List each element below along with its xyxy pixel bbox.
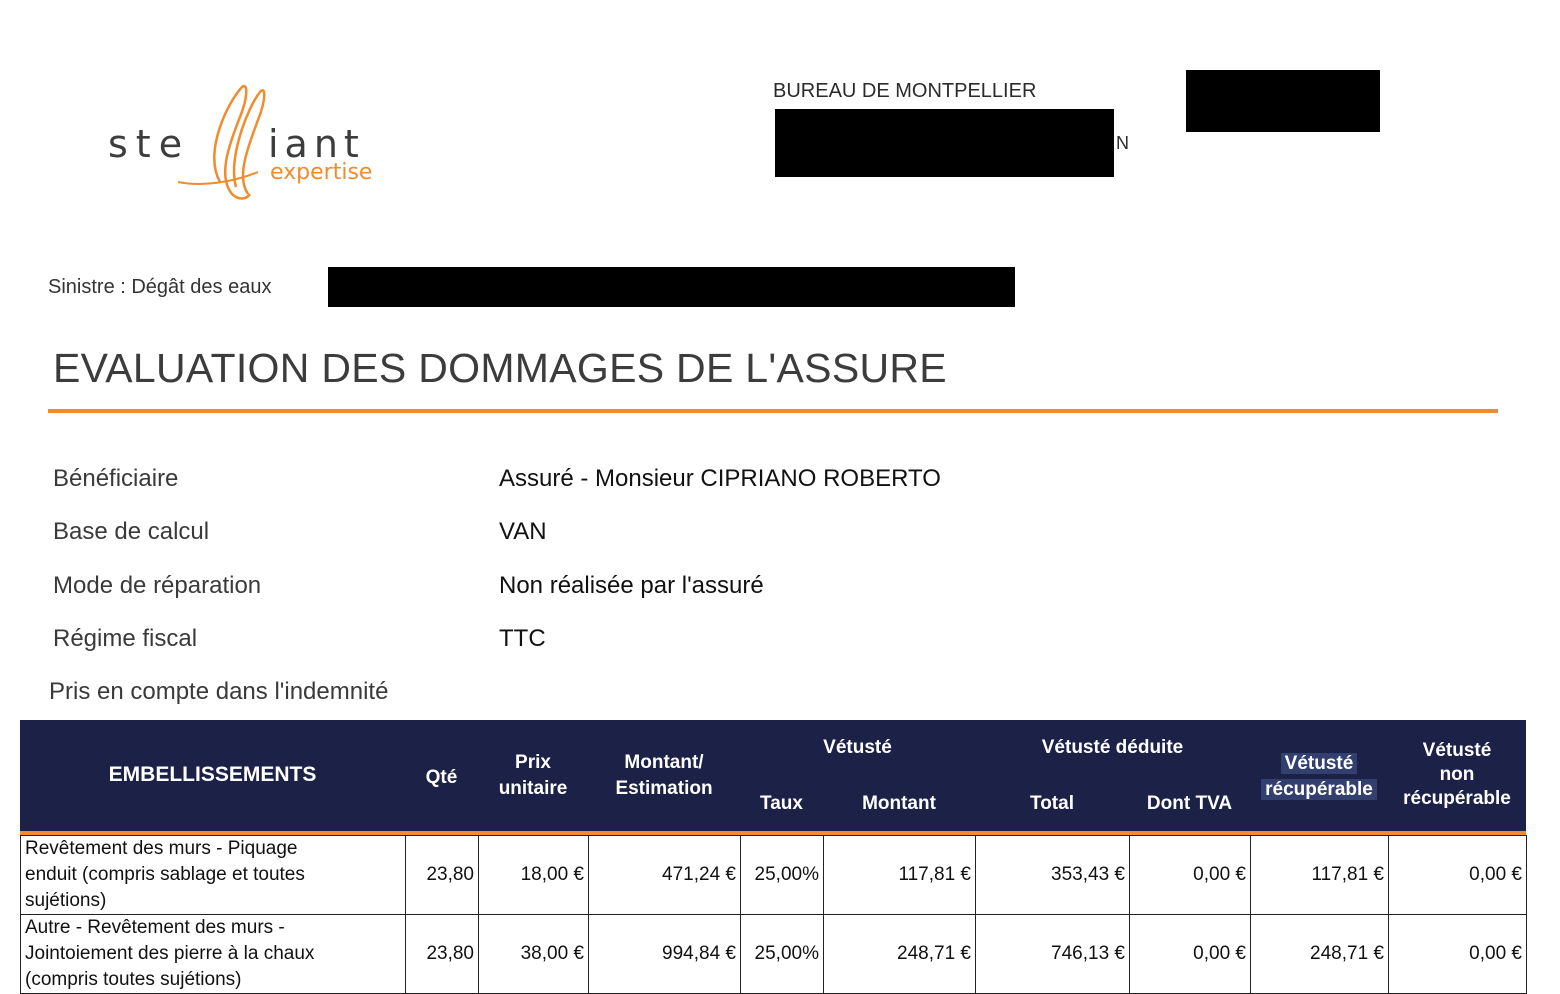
cell-vetuste-montant: 248,71 € <box>824 915 976 994</box>
header-vetuste-deduite: Vétusté déduite <box>1041 737 1184 758</box>
header-embellissements: EMBELLISSEMENTS <box>108 763 317 786</box>
cell-designation: Autre - Revêtement des murs - Jointoiement des pierre à la chaux (compris toutes sujétions) <box>21 915 406 994</box>
table-header <box>20 720 1526 833</box>
base-label: Base de calcul <box>53 518 210 545</box>
svg-text:ste: ste <box>108 122 191 166</box>
table-row <box>21 836 1527 915</box>
regime-value: TTC <box>499 625 546 652</box>
cell-taux: 25,00% <box>741 915 824 994</box>
header-taux: Taux <box>760 793 803 814</box>
cell-vetuste-montant: 117,81 € <box>824 836 976 915</box>
mode-label: Mode de réparation <box>53 572 262 599</box>
header-total: Total <box>1030 793 1074 814</box>
cell-taux: 25,00% <box>741 836 824 915</box>
section-label: Pris en compte dans l'indemnité <box>49 678 389 705</box>
header-prix-unitaire: Prix unitaire <box>498 752 568 799</box>
office-line-fragment: N <box>1116 133 1129 153</box>
svg-text:iant: iant <box>268 122 365 166</box>
regime-label: Régime fiscal <box>53 625 198 652</box>
cell-qte: 23,80 <box>406 836 479 915</box>
cell-prix: 18,00 € <box>479 836 589 915</box>
header-montant-estimation: Montant/ Estimation <box>615 752 713 799</box>
header-vetuste-montant: Montant <box>862 793 936 814</box>
table-row <box>21 915 1527 994</box>
header-dont-tva: Dont TVA <box>1146 793 1233 814</box>
cell-montant: 994,84 € <box>589 915 741 994</box>
header-qte: Qté <box>425 767 458 788</box>
header-vetuste-recuperable: Vétusté récupérable <box>1250 751 1388 803</box>
cell-tva: 0,00 € <box>1130 836 1251 915</box>
base-value: VAN <box>499 518 547 545</box>
page-title: EVALUATION DES DOMMAGES DE L'ASSURE <box>53 345 947 391</box>
cell-nonrecup: 0,00 € <box>1389 915 1527 994</box>
mode-value: Non réalisée par l'assuré <box>499 572 764 599</box>
logo-subtitle: expertise <box>270 160 373 185</box>
cell-recup: 248,71 € <box>1251 915 1389 994</box>
beneficiaire-label: Bénéficiaire <box>53 465 179 492</box>
redacted-address <box>775 109 1114 177</box>
damages-table <box>20 835 1527 994</box>
office-name: BUREAU DE MONTPELLIER <box>773 80 1037 102</box>
cell-total: 353,43 € <box>976 836 1130 915</box>
cell-designation: Revêtement des murs - Piquage enduit (compris sablage et toutes sujétions) <box>21 836 406 915</box>
header-vetuste: Vétusté <box>823 737 892 758</box>
company-logo <box>108 82 408 207</box>
redacted-contact <box>1186 70 1380 132</box>
header-vetuste-non-recuperable: Vétusté non récupérable <box>1403 740 1511 809</box>
cell-nonrecup: 0,00 € <box>1389 836 1527 915</box>
title-divider <box>48 409 1498 413</box>
cell-prix: 38,00 € <box>479 915 589 994</box>
cell-qte: 23,80 <box>406 915 479 994</box>
sinistre-label: Sinistre : Dégât des eaux <box>48 276 272 298</box>
cell-montant: 471,24 € <box>589 836 741 915</box>
beneficiaire-value: Assuré - Monsieur CIPRIANO ROBERTO <box>499 465 941 492</box>
cell-tva: 0,00 € <box>1130 915 1251 994</box>
cell-recup: 117,81 € <box>1251 836 1389 915</box>
cell-total: 746,13 € <box>976 915 1130 994</box>
redacted-sinistre <box>328 267 1015 307</box>
